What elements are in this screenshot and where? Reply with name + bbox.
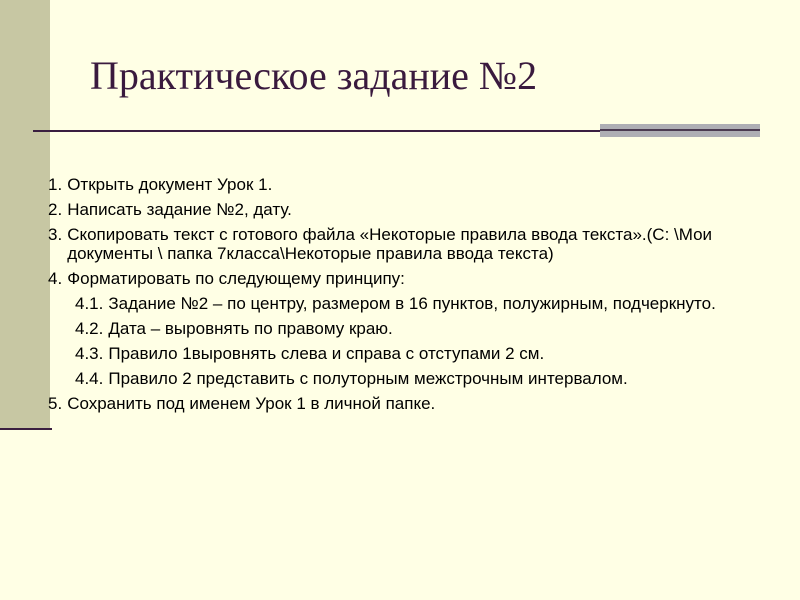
task-item-3 <box>48 225 778 263</box>
task-item-2 <box>48 200 778 219</box>
task-text: Сохранить под именем Урок 1 в личной папке. <box>67 394 436 413</box>
subtask-item-4-1 <box>48 294 778 313</box>
task-number: 4.1. <box>75 294 104 313</box>
task-text: Дата – выровнять по правому краю. <box>108 319 393 338</box>
task-list <box>48 175 778 419</box>
decorative-side-bar <box>0 0 50 428</box>
task-number: 3. <box>48 225 63 244</box>
task-number: 4.4. <box>75 369 104 388</box>
title-divider-accent <box>600 124 760 137</box>
task-number: 2. <box>48 200 63 219</box>
subtask-item-4-3 <box>48 344 778 363</box>
task-text: Задание №2 – по центру, размером в 16 пунктов, полужирным, подчеркнуто. <box>108 294 716 313</box>
subtask-item-4-4 <box>48 369 778 388</box>
task-number: 1. <box>48 175 63 194</box>
task-item-4 <box>48 269 778 288</box>
task-number: 4.3. <box>75 344 104 363</box>
subtask-item-4-2 <box>48 319 778 338</box>
title-divider-line <box>33 130 600 132</box>
side-bar-underline <box>0 428 52 430</box>
slide-title: Практическое задание №2 <box>90 53 538 98</box>
task-number: 4. <box>48 269 63 288</box>
task-text: Написать задание №2, дату. <box>67 200 292 219</box>
task-item-5 <box>48 394 778 413</box>
task-text: Форматировать по следующему принципу: <box>67 269 405 288</box>
task-text: Правило 2 представить с полуторным межстрочным интервалом. <box>108 369 628 388</box>
task-text: Скопировать текст с готового файла «Некоторые правила ввода текста».(С: \Мои документы \ папка 7класса\Некоторые правила ввода текста) <box>67 225 713 263</box>
task-number: 5. <box>48 394 63 413</box>
task-text: Правило 1выровнять слева и справа с отступами 2 см. <box>108 344 545 363</box>
task-number: 4.2. <box>75 319 104 338</box>
task-item-1 <box>48 175 778 194</box>
task-text: Открыть документ Урок 1. <box>67 175 273 194</box>
